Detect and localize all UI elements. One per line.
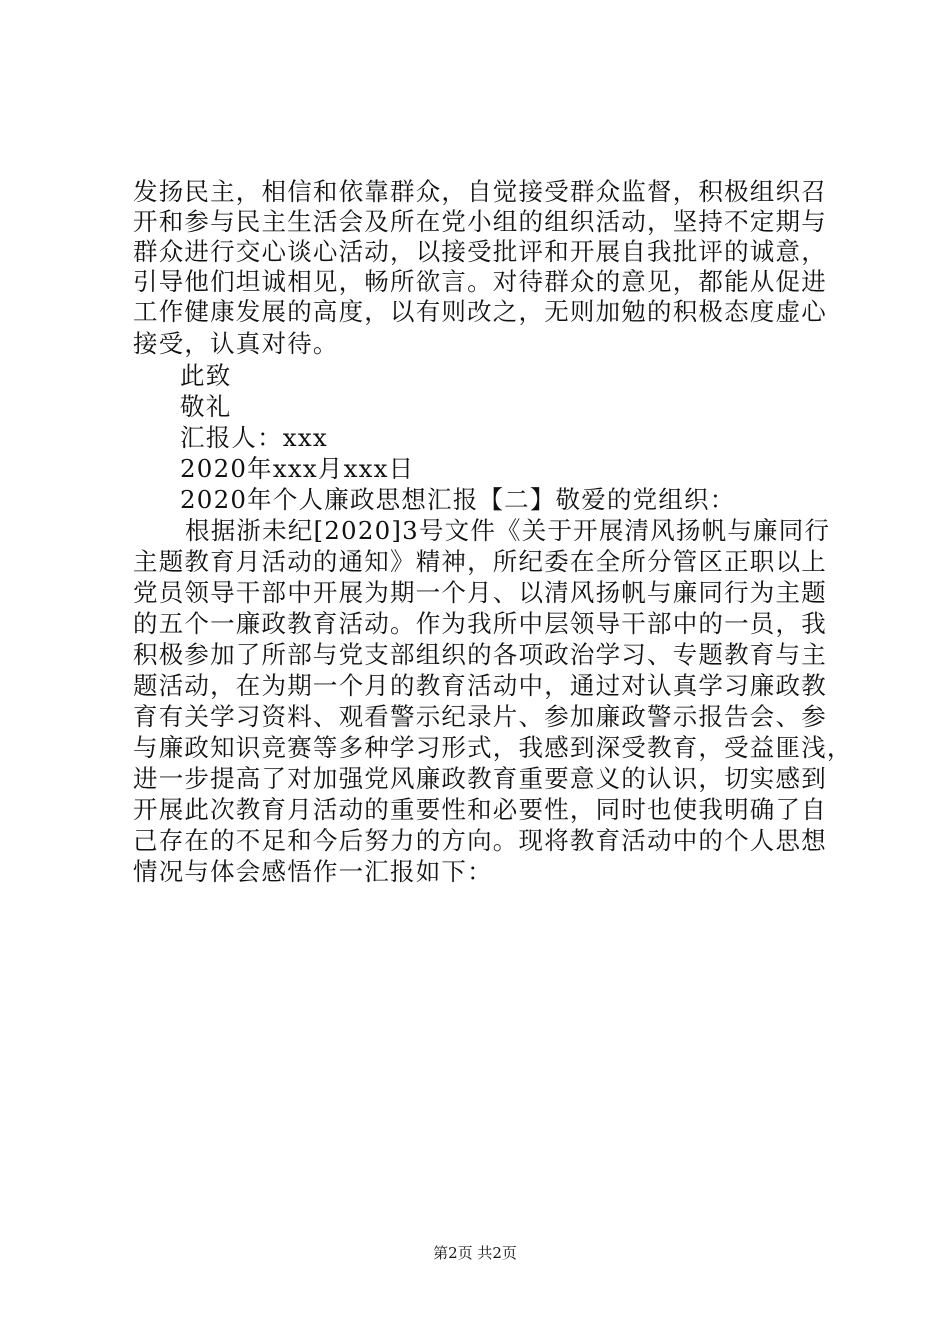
- paragraph-line: 发扬民主，相信和依靠群众，自觉接受群众监督，积极组织召: [133, 177, 827, 206]
- reporter-line: 汇报人：xxx: [180, 423, 328, 452]
- paragraph-line: 党员领导干部中开展为期一个月、以清风扬帆与廉同行为主题: [133, 578, 827, 607]
- page-number-footer: 第2页 共2页: [433, 1244, 517, 1262]
- paragraph-line: 开展此次教育月活动的重要性和必要性，同时也使我明确了自: [133, 795, 827, 824]
- date-line: 2020年xxx月xxx日: [180, 454, 415, 483]
- paragraph-line: 群众进行交心谈心活动，以接受批评和开展自我批评的诚意，: [133, 237, 827, 266]
- paragraph-line: 主题教育月活动的通知》精神，所纪委在全所分管区正职以上: [133, 547, 827, 576]
- paragraph-line: 引导他们坦诚相见，畅所欲言。对待群众的意见，都能从促进: [133, 267, 827, 296]
- paragraph-line: 育有关学习资料、观看警示纪录片、参加廉政警示报告会、参: [133, 702, 827, 731]
- paragraph-line: 工作健康发展的高度，以有则改之，无则加勉的积极态度虚心: [133, 297, 827, 326]
- salutation-line: 敬礼: [180, 392, 232, 421]
- paragraph-line: 己存在的不足和今后努力的方向。现将教育活动中的个人思想: [133, 826, 827, 855]
- paragraph-line: 积极参加了所部与党支部组织的各项政治学习、专题教育与主: [133, 640, 827, 669]
- paragraph-line: 根据浙未纪[2020]3号文件《关于开展清风扬帆与廉同行: [185, 516, 831, 545]
- paragraph-line: 情况与体会感悟作一汇报如下：: [133, 857, 493, 886]
- paragraph-line: 开和参与民主生活会及所在党小组的组织活动，坚持不定期与: [133, 207, 827, 236]
- salutation-line: 此致: [180, 361, 232, 390]
- paragraph-line: 题活动，在为期一个月的教育活动中，通过对认真学习廉政教: [133, 671, 827, 700]
- paragraph-line: 的五个一廉政教育活动。作为我所中层领导干部中的一员，我: [133, 609, 827, 638]
- paragraph-line: 进一步提高了对加强党风廉政教育重要意义的认识，切实感到: [133, 764, 827, 793]
- section-heading: 2020年个人廉政思想汇报【二】敬爱的党组织：: [180, 485, 736, 514]
- paragraph-line: 与廉政知识竞赛等多种学习形式，我感到深受教育，受益匪浅，: [133, 733, 853, 762]
- paragraph-line: 接受，认真对待。: [133, 329, 339, 358]
